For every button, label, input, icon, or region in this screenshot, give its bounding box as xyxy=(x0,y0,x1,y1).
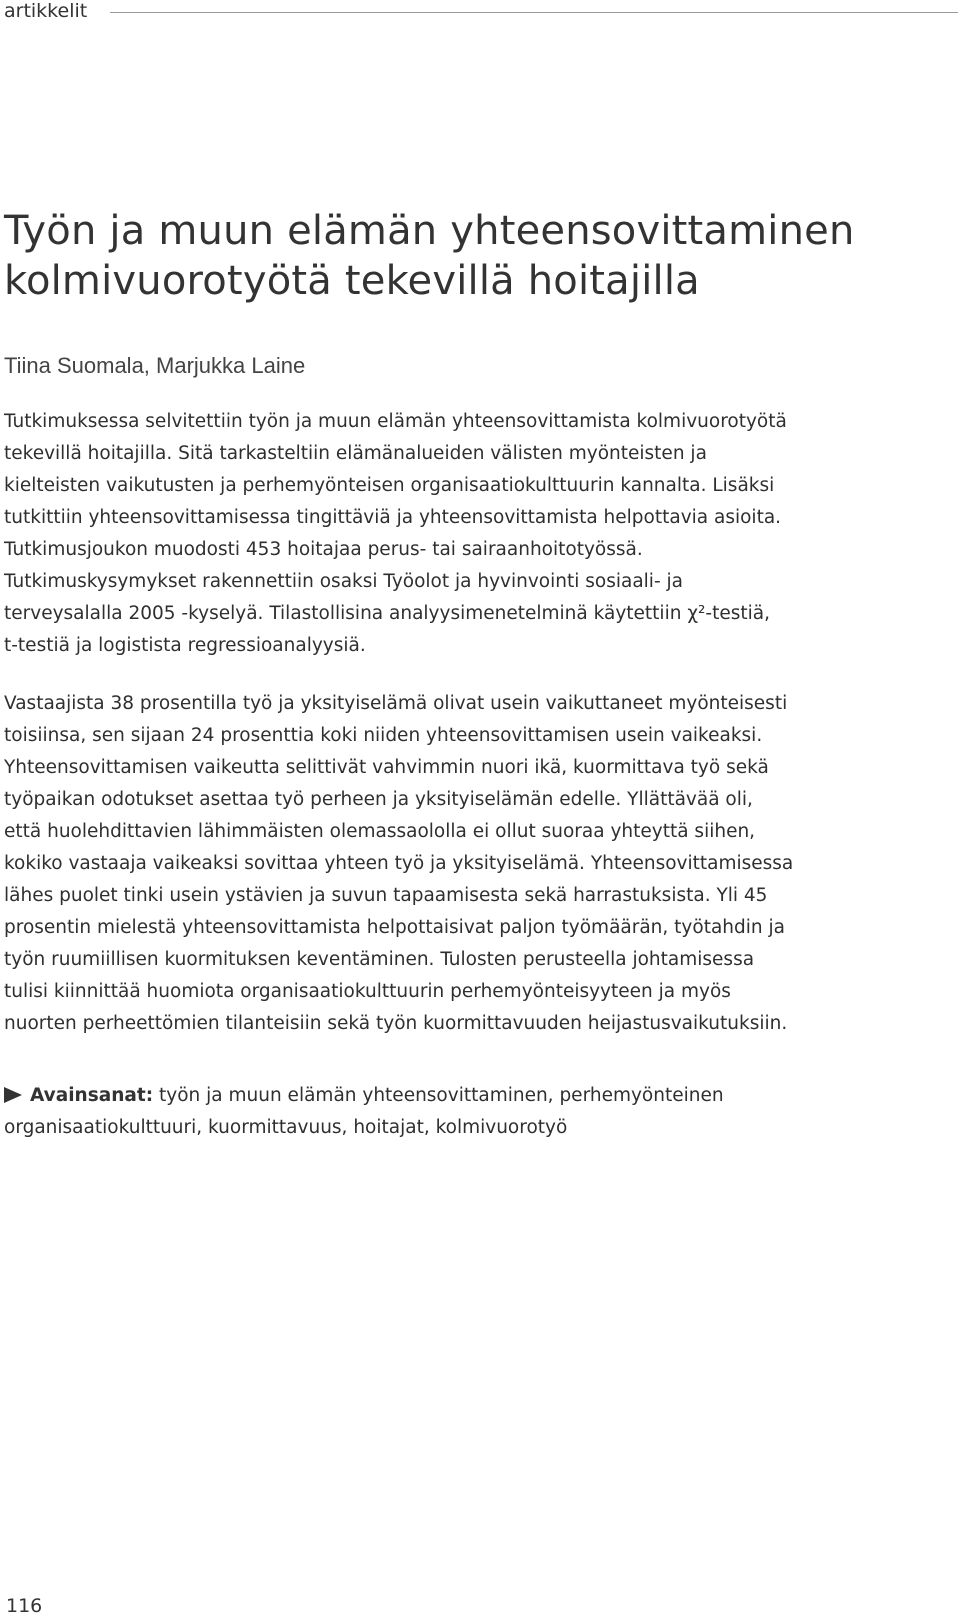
abstract-line: Tutkimuksessa selvitettiin työn ja muun elämän yhteensovittamista kolmivuorotyötä xyxy=(4,411,787,432)
keywords-text: työn ja muun elämän yhteensovittaminen, perhemyönteinen xyxy=(159,1085,724,1106)
results-line: prosentin mielestä yhteensovittamista helpottaisivat paljon työmäärän, työtahdin ja xyxy=(4,917,785,938)
abstract-line: t-testiä ja logistista regressioanalyysiä. xyxy=(4,635,366,656)
results-paragraph xyxy=(4,688,954,1040)
keywords-text: organisaatiokulttuuri, kuormittavuus, hoitajat, kolmivuorotyö xyxy=(4,1117,568,1138)
abstract-line: tutkittiin yhteensovittamisessa tingittäviä ja yhteensovittamista helpottavia asioita. xyxy=(4,507,782,528)
results-line: työpaikan odotukset asettaa työ perheen ja yksityiselämän edelle. Yllättävää oli, xyxy=(4,789,753,810)
keywords-label: Avainsanat: xyxy=(30,1085,154,1106)
header-rule xyxy=(110,12,958,13)
article-authors: Tiina Suomala, Marjukka Laine xyxy=(4,353,306,378)
section-label: artikkelit xyxy=(4,0,88,22)
results-line: kokiko vastaaja vaikeaksi sovittaa yhteen työ ja yksityiselämä. Yhteensovittamisessa xyxy=(4,853,794,874)
abstract-line: kielteisten vaikutusten ja perhemyönteisen organisaatiokulttuurin kannalta. Lisäksi xyxy=(4,475,775,496)
results-line: Yhteensovittamisen vaikeutta selittivät vahvimmin nuori ikä, kuormittava työ sekä xyxy=(4,757,769,778)
keywords-block xyxy=(4,1080,954,1144)
abstract-paragraph xyxy=(4,406,954,662)
results-line: työn ruumiillisen kuormituksen keventäminen. Tulosten perusteella johtamisessa xyxy=(4,949,755,970)
abstract-line: terveysalalla 2005 -kyselyä. Tilastollisina analyysimenetelminä käytettiin χ²-testiä, xyxy=(4,603,770,624)
results-line: nuorten perheettömien tilanteisiin sekä työn kuormittavuuden heijastusvaikutuksiin. xyxy=(4,1013,788,1034)
page-number: 116 xyxy=(6,1595,43,1617)
abstract-line: tekevillä hoitajilla. Sitä tarkasteltiin elämänalueiden välisten myönteisten ja xyxy=(4,443,707,464)
results-line: Vastaajista 38 prosentilla työ ja yksityiselämä olivat usein vaikuttaneet myönteisesti xyxy=(4,693,788,714)
abstract-line: Tutkimuskysymykset rakennettiin osaksi Työolot ja hyvinvointi sosiaali- ja xyxy=(4,571,683,592)
results-line: että huolehdittavien lähimmäisten olemassaololla ei ollut suoraa yhteyttä siihen, xyxy=(4,821,756,842)
title-line: kolmivuorotyötä tekevillä hoitajilla xyxy=(4,258,700,304)
results-line: tulisi kiinnittää huomiota organisaatiokulttuurin perhemyönteisyyteen ja myös xyxy=(4,981,731,1002)
title-line: Työn ja muun elämän yhteensovittaminen xyxy=(4,208,855,254)
results-line: toisiinsa, sen sijaan 24 prosenttia koki niiden yhteensovittamisen usein vaikeaksi. xyxy=(4,725,763,746)
article-title xyxy=(4,206,954,306)
keywords-first-line xyxy=(4,1080,954,1112)
abstract-line: Tutkimusjoukon muodosti 453 hoitajaa perus- tai sairaanhoitotyössä. xyxy=(4,539,643,560)
triangle-arrow-icon xyxy=(4,1087,22,1103)
results-line: lähes puolet tinki usein ystävien ja suvun tapaamisesta sekä harrastuksista. Yli 45 xyxy=(4,885,768,906)
